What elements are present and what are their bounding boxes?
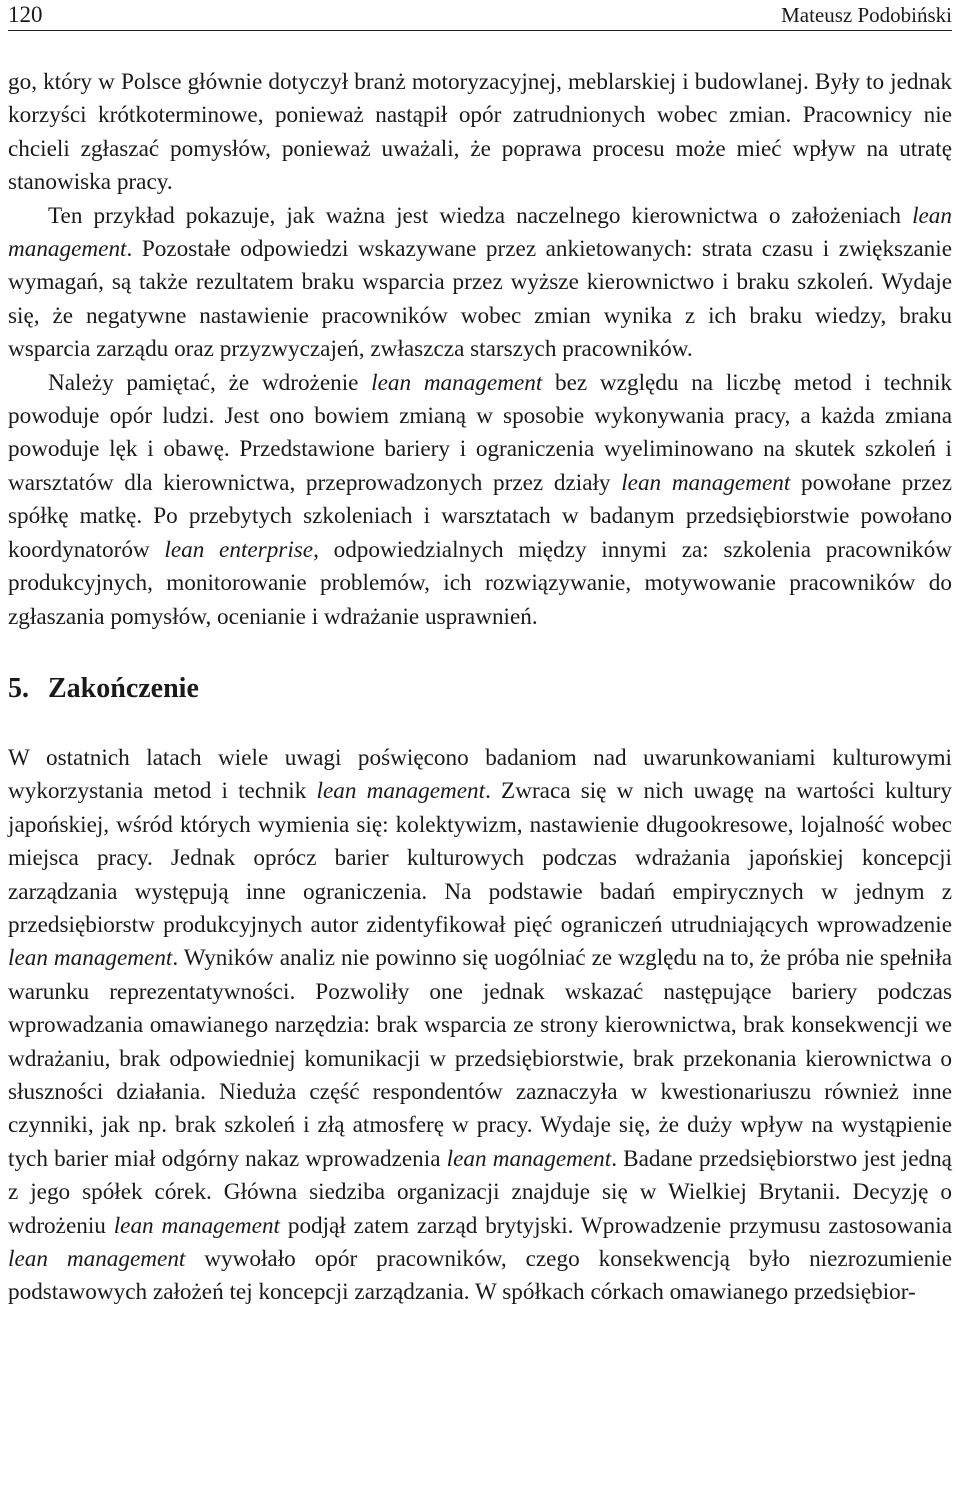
running-header: [8, 0, 952, 31]
paragraph-text: . Badane przedsiębiorstwo jest jedną z jego spółek córek. Główna siedziba organizacji znajduje się w Wielkiej Brytanii. Decyzję o wdrożeniu: [8, 1145, 952, 1239]
paragraph: [8, 367, 952, 634]
paragraph-continuation: [8, 66, 952, 200]
italic-term: lean management: [8, 1246, 186, 1272]
italic-term: lean management: [113, 1212, 280, 1239]
italic-term: lean management: [446, 1145, 612, 1172]
paragraph-text: powołane przez spółkę matkę. Po przebytych szkoleniach i warsztatach w badanym przedsiębiorstwie powołano koordynatorów: [8, 469, 952, 563]
paragraph: [8, 200, 952, 367]
italic-term: lean management: [316, 778, 486, 805]
italic-term: lean management: [621, 469, 791, 496]
page-number: 120: [8, 2, 43, 27]
italic-term: lean enterprise: [164, 536, 314, 563]
italic-term: lean management: [8, 202, 952, 263]
paragraph-text: W ostatnich latach wiele uwagi poświęcono badaniom nad uwarunkowaniami kulturowymi wykorzystania metod i technik: [8, 744, 952, 805]
paragraph-text: . Pozostałe odpowiedzi wskazywane przez ankietowanych: strata czasu i zwiększanie wymagań, są także rezultatem braku wsparcia przez wyższe kierownictwo i braku szkoleń. Wydaje się, że negatywne nastawienie pracowników wobec zmian wynika z ich braku wiedzy, braku wsparcia zarządu oraz przyzwyczajeń, zwłaszcza starszych pracowników.: [8, 236, 952, 363]
paragraph: [8, 742, 952, 1310]
paragraph-text: go, który w Polsce głównie dotyczył branż motoryzacyjnej, meblarskiej i budowlanej. Były to jednak korzyści krótkoterminowe, ponieważ nastąpił opór zatrudnionych wobec zmian. Pracownicy nie chcieli zgłaszać pomysłów, ponieważ uważali, że poprawa procesu może mieć wpływ na utratę stanowiska pracy.: [8, 69, 952, 196]
paragraph-text: , odpowiedzialnych między innymi za: szkolenia pracowników produkcyjnych, monitorowanie problemów, ich rozwiązywanie, motywowanie pracowników do zgłaszania pomysłów, ocenianie i wdrażanie usprawnień.: [8, 536, 952, 630]
paragraph-text: bez względu na liczbę metod i technik powoduje opór ludzi. Jest ono bowiem zmianą w sposobie wykonywania pracy, a każda zmiana powoduje lęk i obawę. Przedstawione bariery i ograniczenia wyeliminowano na skutek szkoleń i warsztatów dla kierownictwa, przeprowadzonych przez działy: [8, 369, 952, 496]
section-number: 5.: [8, 672, 29, 704]
italic-term: lean management: [371, 369, 543, 396]
paragraph-text: Ten przykład pokazuje, jak ważna jest wiedza naczelnego kierownictwa o założeniach: [48, 202, 913, 229]
section-heading: [8, 672, 952, 706]
running-header-author: Mateusz Podobiński: [781, 3, 952, 27]
italic-term: lean management: [8, 945, 173, 972]
paragraph-text: . Zwraca się w nich uwagę na wartości kultury japońskiej, wśród których wymienia się: kolektywizm, nastawienie długookresowe, lojalność wobec miejsca pracy. Jednak oprócz barier kulturowych podczas wdrażania japońskiej koncepcji zarządzania występują inne ograniczenia. Na podstawie badań empirycznych w jednym z przedsiębiorstw produkcyjnych autor zidentyfikował pięć ograniczeń utrudniających wprowadzenie: [8, 778, 952, 938]
paragraph-text: . Wyników analiz nie powinno się uogólniać ze względu na to, że próba nie spełniła warunku reprezentatywności. Pozwoliły one jednak wskazać następujące bariery podczas wprowadzania omawianego narzędzia: brak wsparcia ze strony kierownictwa, brak konsekwencji we wdrażaniu, brak odpowiedniej komunikacji w przedsiębiorstwie, brak przekonania kierownictwa o słuszności działania. Nieduża część respondentów zaznaczyła w kwestionariuszu również inne czynniki, jak np. brak szkoleń i złą atmosferę w pracy. Wydaje się, że duży wpływ na wystąpienie tych barier miał odgórny nakaz wprowadzenia: [8, 945, 952, 1172]
page-body: [8, 66, 952, 1310]
paragraph-text: podjął zatem zarząd brytyjski. Wprowadzenie przymusu zastosowania: [280, 1212, 952, 1239]
paragraph-text: Należy pamiętać, że wdrożenie: [48, 369, 372, 396]
section-title: Zakończenie: [48, 672, 199, 704]
paragraph-text: wywołało opór pracowników, czego konsekwencją było niezrozumienie podstawowych założeń tej koncepcji zarządzania. W spółkach córkach omawianego przedsiębior-: [8, 1246, 952, 1306]
